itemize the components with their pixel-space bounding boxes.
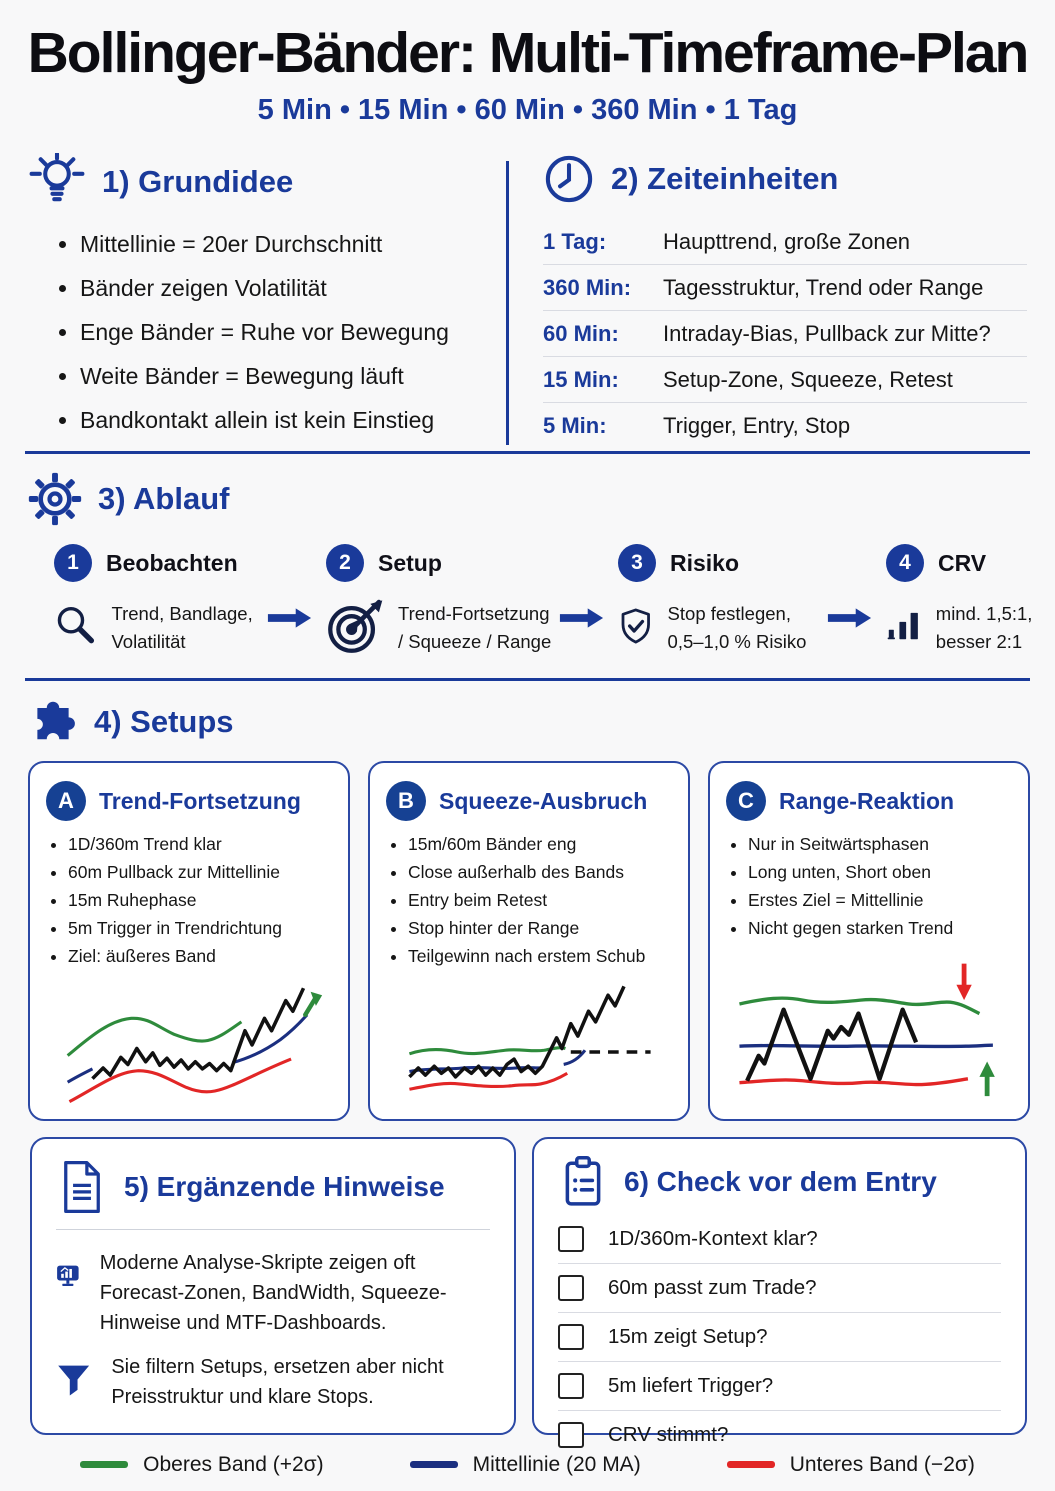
card-bullet: • Close außerhalb des Bands xyxy=(408,862,674,883)
grundidee-list xyxy=(58,231,496,434)
step-title: CRV xyxy=(938,549,987,576)
card-title: Range-Reaktion xyxy=(779,787,955,814)
checkbox-unchecked xyxy=(558,1324,584,1350)
step-title: Setup xyxy=(378,549,442,576)
top-sections-row xyxy=(0,127,1055,451)
step-description: Trend-Fortsetzung / Squeeze / Range xyxy=(398,603,552,652)
legend-swatch-green xyxy=(80,1461,128,1469)
clipboard-icon xyxy=(558,1155,608,1209)
step-header xyxy=(618,544,826,582)
checklist-row xyxy=(558,1264,1001,1313)
step-description: Trend, Bandlage, Volatilität xyxy=(111,603,253,652)
checklist-label: 1D/360m-Kontext klar? xyxy=(608,1227,818,1250)
zeiteinheiten-title: 2) Zeiteinheiten xyxy=(611,161,839,196)
step-number-badge: 2 xyxy=(326,544,364,582)
step-description: Stop festlegen, 0,5–1,0 % Risiko xyxy=(667,603,807,652)
setups-title: 4) Setups xyxy=(94,704,234,739)
card-bullet: • Teilgewinn nach erstem Schub xyxy=(408,946,674,967)
bars xyxy=(888,613,918,639)
clock-icon xyxy=(543,153,595,205)
range-chart-sketch xyxy=(726,947,1014,1107)
checklist-row xyxy=(558,1362,1001,1411)
card-checklist xyxy=(532,1137,1027,1446)
up-arrow-icon xyxy=(979,1062,994,1077)
card-bullet: • 1D/360m Trend klar xyxy=(68,834,334,855)
card-badge: B xyxy=(386,781,426,821)
ablauf-header xyxy=(28,472,1027,526)
clipboard-dots xyxy=(573,1178,577,1191)
legend-label: Mittellinie (20 MA) xyxy=(472,1453,641,1476)
legend-swatch-red xyxy=(727,1461,775,1469)
card-range-reaktion xyxy=(708,761,1030,1121)
checklist-items xyxy=(558,1215,1001,1459)
lightbulb-icon xyxy=(28,153,86,211)
hinweise-text: Sie filtern Setups, ersetzen aber nicht Preisstruktur und klare Stops. xyxy=(111,1356,444,1408)
checklist-label: 15m zeigt Setup? xyxy=(608,1325,768,1348)
page-title: Bollinger-Bänder: Multi-Timeframe-Plan xyxy=(27,21,1028,85)
timeframe-value: Haupttrend, große Zonen xyxy=(663,229,911,254)
checklist-label: 60m passt zum Trade? xyxy=(608,1276,817,1299)
card-title: Trend-Fortsetzung xyxy=(99,787,301,814)
step-description: mind. 1,5:1, besser 2:1 xyxy=(935,603,1033,652)
legend-item-lower-band xyxy=(727,1453,975,1477)
step-number-badge: 4 xyxy=(886,544,924,582)
puzzle-icon xyxy=(28,697,78,747)
step-crv xyxy=(886,544,1055,656)
card-badge: A xyxy=(46,781,86,821)
timeframe-value: Intraday-Bias, Pullback zur Mitte? xyxy=(663,321,991,346)
step-title: Risiko xyxy=(670,549,740,576)
section-setups xyxy=(0,681,1055,1121)
grundidee-title: 1) Grundidee xyxy=(102,164,294,199)
legend-item-upper-band xyxy=(80,1453,323,1477)
timeframe-row xyxy=(543,265,1027,311)
checklist-row xyxy=(558,1215,1001,1264)
timeframe-row xyxy=(543,311,1027,357)
card-title: Squeeze-Ausbruch xyxy=(439,787,648,814)
legend-label: Unteres Band (−2σ) xyxy=(789,1453,975,1476)
card-bullet: • Erstes Ziel = Mittellinie xyxy=(748,890,1014,911)
bar-chart-icon xyxy=(886,594,922,652)
card-bullet: • Entry beim Retest xyxy=(408,890,674,911)
timeframe-row xyxy=(543,219,1027,265)
grundidee-header xyxy=(28,153,496,211)
page-subtitle: 5 Min • 15 Min • 60 Min • 360 Min • 1 Tag xyxy=(257,94,798,126)
timeframe-table xyxy=(543,219,1027,448)
checkbox-unchecked xyxy=(558,1226,584,1252)
target-icon xyxy=(326,594,384,658)
card-bullet: • Nicht gegen starken Trend xyxy=(748,918,1014,939)
step-number-badge: 3 xyxy=(618,544,656,582)
step-title: Beobachten xyxy=(106,549,238,576)
magnifier-icon xyxy=(54,594,97,656)
timeframe-value: Trigger, Entry, Stop xyxy=(663,413,851,438)
card-bullet: • Long unten, Short oben xyxy=(748,862,1014,883)
card-bullet: • 5m Trigger in Trendrichtung xyxy=(68,918,334,939)
squeeze-chart-sketch xyxy=(386,974,674,1107)
funnel-icon xyxy=(56,1352,91,1408)
grundidee-bullet: • Enge Bänder = Ruhe vor Bewegung xyxy=(80,319,496,346)
ablauf-steps xyxy=(28,526,1033,678)
step-header xyxy=(326,544,558,582)
checklist-label: 5m liefert Trigger? xyxy=(608,1374,774,1397)
gear-icon xyxy=(28,472,82,526)
card-bullet: • Stop hinter der Range xyxy=(408,918,674,939)
checkbox-unchecked xyxy=(558,1373,584,1399)
card-squeeze-ausbruch xyxy=(368,761,690,1121)
timeframe-label: 1 Tag: xyxy=(543,229,607,254)
down-arrow-icon xyxy=(956,985,971,1000)
trend-chart-sketch xyxy=(46,974,334,1107)
checklist-label: CRV stimmt? xyxy=(608,1423,729,1446)
legend xyxy=(0,1453,1055,1477)
step-header xyxy=(54,544,266,582)
card-header xyxy=(386,781,674,821)
step-body xyxy=(54,594,266,656)
setup-cards xyxy=(28,761,1030,1121)
card-bullets xyxy=(46,834,334,974)
arrow-right-icon xyxy=(558,606,604,630)
timeframe-row xyxy=(543,403,1027,448)
hinweise-title: 5) Ergänzende Hinweise xyxy=(124,1171,445,1202)
card-hinweise xyxy=(30,1137,516,1435)
card-bullet: • 60m Pullback zur Mittellinie xyxy=(68,862,334,883)
hinweise-item xyxy=(56,1248,490,1338)
step-header xyxy=(886,544,1055,582)
card-bullet: • 15m Ruhephase xyxy=(68,890,334,911)
shield-check-icon xyxy=(618,594,654,658)
grundidee-bullet: • Mittellinie = 20er Durchschnitt xyxy=(80,231,496,258)
checkbox-unchecked xyxy=(558,1275,584,1301)
section-ablauf xyxy=(0,454,1055,678)
card-bullet: • Ziel: äußeres Band xyxy=(68,946,334,967)
checklist-row xyxy=(558,1411,1001,1459)
hinweise-item xyxy=(56,1352,490,1412)
setups-header xyxy=(28,697,1030,747)
timeframe-value: Tagesstruktur, Trend oder Range xyxy=(663,275,984,300)
step-risiko xyxy=(618,544,826,658)
section-zeiteinheiten xyxy=(509,153,1027,451)
card-divider xyxy=(56,1229,490,1230)
timeframe-value: Setup-Zone, Squeeze, Retest xyxy=(663,367,953,392)
card-bullet: • 15m/60m Bänder eng xyxy=(408,834,674,855)
step-body xyxy=(618,594,826,658)
bottom-sections-row xyxy=(0,1121,1055,1446)
arrow-right-icon xyxy=(826,606,872,630)
section-grundidee xyxy=(28,153,496,451)
card-bullets xyxy=(726,834,1014,946)
grundidee-bullet: • Bandkontakt allein ist kein Einstieg xyxy=(80,407,496,434)
step-setup xyxy=(326,544,558,658)
arrow-right-icon xyxy=(266,606,312,630)
zeiteinheiten-header xyxy=(543,153,1027,205)
checkbox-unchecked xyxy=(558,1422,584,1448)
step-body xyxy=(886,594,1055,656)
legend-item-middle-line xyxy=(410,1453,641,1477)
checklist-title: 6) Check vor dem Entry xyxy=(624,1166,937,1197)
ablauf-title: 3) Ablauf xyxy=(98,481,230,516)
document-icon xyxy=(56,1159,108,1215)
gear-teeth xyxy=(29,473,81,525)
step-beobachten xyxy=(54,544,266,656)
timeframe-label: 15 Min: xyxy=(543,367,619,392)
card-badge: C xyxy=(726,781,766,821)
card-bullets xyxy=(386,834,674,974)
timeframe-label: 5 Min: xyxy=(543,413,607,438)
step-number-badge: 1 xyxy=(54,544,92,582)
checklist-header xyxy=(558,1155,1001,1209)
grundidee-bullet: • Weite Bänder = Bewegung läuft xyxy=(80,363,496,390)
checklist-row xyxy=(558,1313,1001,1362)
monitor-chart-icon xyxy=(56,1248,80,1304)
card-bullet: • Nur in Seitwärtsphasen xyxy=(748,834,1014,855)
card-trend-fortsetzung xyxy=(28,761,350,1121)
step-body xyxy=(326,594,558,658)
timeframe-label: 360 Min: xyxy=(543,275,632,300)
timeframe-row xyxy=(543,357,1027,403)
card-header xyxy=(46,781,334,821)
hinweise-text: Moderne Analyse-Skripte zeigen oft Forecast-Zonen, BandWidth, Squeeze-Hinweise und MTF-Dashboards. xyxy=(99,1252,447,1334)
timeframe-label: 60 Min: xyxy=(543,321,619,346)
hinweise-header xyxy=(56,1159,490,1215)
legend-label: Oberes Band (+2σ) xyxy=(143,1453,324,1476)
grundidee-bullet: • Bänder zeigen Volatilität xyxy=(80,275,496,302)
card-header xyxy=(726,781,1014,821)
legend-swatch-navy xyxy=(410,1461,458,1469)
